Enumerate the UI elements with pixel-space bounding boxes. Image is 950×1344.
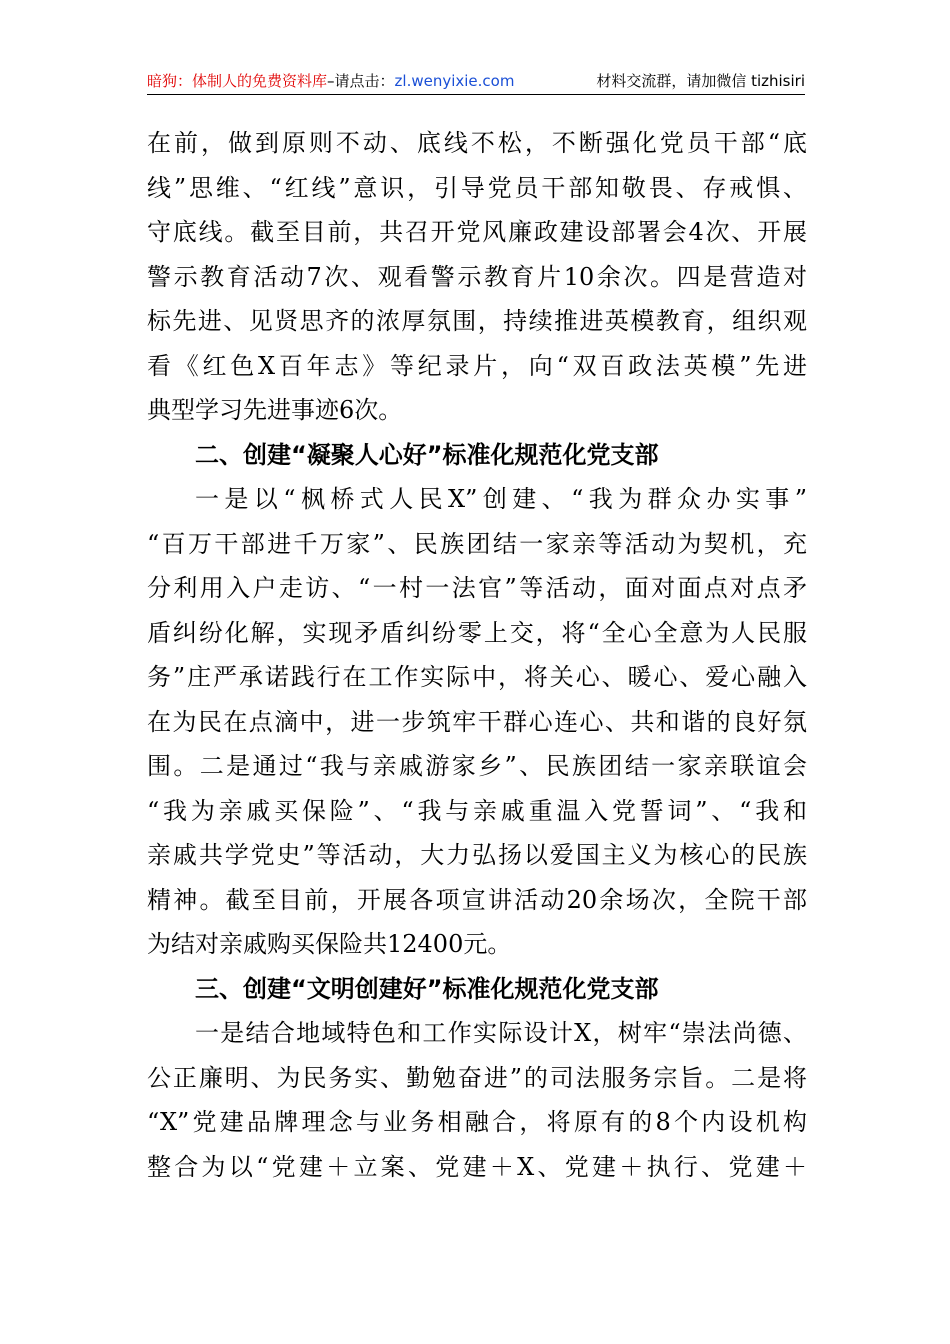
wechat-note: 材料交流群，请加微信 tizhisiri (596, 72, 805, 90)
paragraph-line: 标先进、见贤思齐的浓厚氛围，持续推进英模教育，组织观 (147, 307, 807, 335)
paragraph-line: 精神。截至目前，开展各项宣讲活动20余场次，全院干部 (147, 885, 807, 914)
paragraph-line: 整合为以“党建＋立案、党建＋X、党建＋执行、党建＋ (147, 1152, 807, 1181)
paragraph-line: 亲戚共学党史”等活动，大力弘扬以爱国主义为核心的民族 (147, 841, 807, 869)
paragraph-line: 看《红色X百年志》等纪录片，向“双百政法英模”先进 (147, 351, 807, 380)
paragraph-line: “X”党建品牌理念与业务相融合，将原有的8个内设机构 (147, 1108, 807, 1136)
paragraph-line: 在前，做到原则不动、底线不松，不断强化党员干部“底 (147, 129, 807, 157)
brand-text: 暗狗：体制人的免费资料库 (147, 72, 328, 90)
paragraph-line: 围。二是通过“我与亲戚游家乡”、民族团结一家亲联谊会 (147, 752, 807, 780)
paragraph-line: 为结对亲戚购买保险共12400元。 (147, 930, 512, 958)
paragraph-line: “我为亲戚买保险”、“我与亲戚重温入党誓词”、“我和 (147, 796, 807, 825)
paragraph-line: 线”思维、“红线”意识，引导党员干部知敬畏、存戒惧、 (147, 173, 807, 202)
prompt-text: –请点击： (327, 72, 395, 90)
paragraph-line: “百万干部进千万家”、民族团结一家亲等活动为契机，充 (147, 529, 807, 558)
section-heading-2: 二、创建“凝聚人心好”标准化规范化党支部 (195, 440, 659, 469)
paragraph-line: 一是以“枫桥式人民X”创建、“我为群众办实事” (195, 485, 807, 513)
paragraph-line: 守底线。截至目前，共召开党风廉政建设部署会4次、开展 (147, 218, 807, 246)
document-body (147, 121, 807, 1189)
paragraph-line: 警示教育活动7次、观看警示教育片10余次。四是营造对 (147, 262, 807, 291)
paragraph-line: 分利用入户走访、“一村一法官”等活动，面对面点对点矛 (147, 574, 807, 602)
section-heading-3: 三、创建“文明创建好”标准化规范化党支部 (195, 974, 659, 1003)
paragraph-line: 典型学习先进事迹6次。 (147, 396, 403, 424)
paragraph-line: 盾纠纷化解，实现矛盾纠纷零上交，将“全心全意为人民服 (147, 618, 807, 647)
paragraph-line: 务”庄严承诺践行在工作实际中，将关心、暖心、爱心融入 (147, 663, 807, 691)
paragraph-line: 一是结合地域特色和工作实际设计X，树牢“崇法尚德、 (195, 1019, 807, 1047)
page-header (147, 68, 805, 95)
paragraph-line: 在为民在点滴中，进一步筑牢干群心连心、共和谐的良好氛 (147, 707, 807, 736)
paragraph-line: 公正廉明、为民务实、勤勉奋进”的司法服务宗旨。二是将 (147, 1063, 807, 1092)
site-link[interactable]: zl.wenyixie.com (394, 72, 515, 90)
